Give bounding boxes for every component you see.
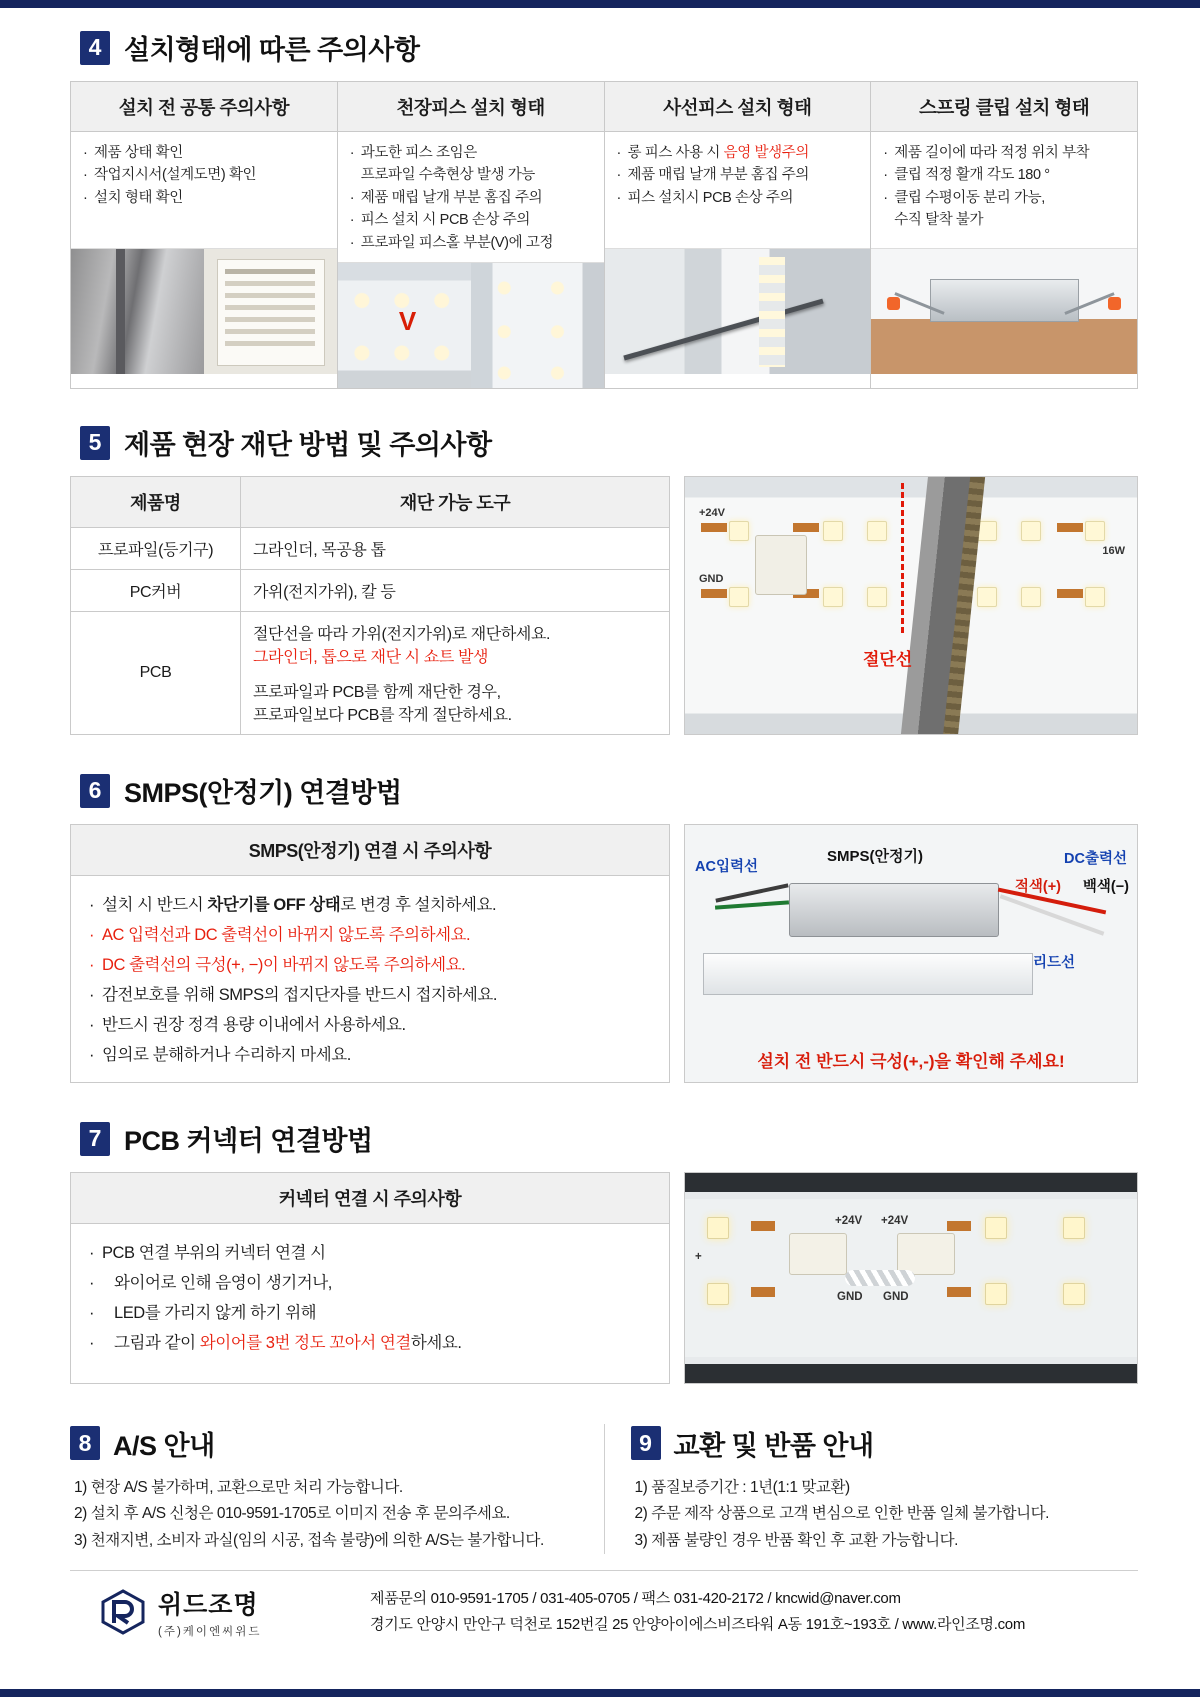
list-item: · 제품 매립 날개 부분 홈집 주의	[617, 164, 861, 186]
section-6-number: 6	[80, 774, 110, 808]
cell-tools-profile: 그라인더, 목공용 톱	[241, 528, 670, 570]
section-9	[604, 1424, 1139, 1555]
clip-tip-left	[887, 297, 900, 310]
smps-cautions-panel	[70, 824, 670, 1083]
emphasis-twist-wire: 와이어를 3번 정도 꼬아서 연결	[199, 1334, 411, 1353]
install-card-diagonal-screw-photos	[605, 248, 871, 374]
install-card-spring-clip	[870, 81, 1138, 389]
section-4-heading	[80, 28, 1148, 67]
spacer	[253, 667, 657, 679]
connector-cautions-title: 커넥터 연결 시 주의사항	[71, 1173, 669, 1224]
aluminium-profile-shape	[930, 279, 1079, 322]
list-item-warning-text: 음영 발생주의	[723, 145, 809, 161]
install-card-spring-clip-body	[871, 132, 1137, 248]
list-item: 3) 천재지변, 소비자 과실(임의 시공, 접속 불량)에 의한 A/S는 불가합니다.	[74, 1531, 544, 1549]
list-item: · 롱 피스 사용 시 음영 발생주의	[617, 142, 861, 164]
photo-work-order-document	[204, 249, 337, 374]
cell-tools-pcb	[241, 612, 670, 735]
section-6-heading	[80, 771, 1148, 810]
cutting-tools-table	[70, 476, 670, 735]
list-item: 2) 주문 제작 상품으로 고객 변심으로 인한 반품 일체 불가합니다.	[634, 1505, 1050, 1523]
cell-tools-pccover: 가위(전지가위), 칼 등	[241, 570, 670, 612]
smps-section	[70, 824, 1138, 1083]
clip-tip-right	[1108, 297, 1121, 310]
pcb-label-24v: +24V	[699, 507, 725, 520]
list-item: · 반드시 권장 정격 용량 이내에서 사용하세요.	[89, 1010, 651, 1040]
connector-cautions-panel	[70, 1172, 670, 1383]
section-4-title: 설치형태에 따른 주의사항	[124, 35, 420, 65]
list-item: 2) 설치 후 A/S 신청은 010-9591-1705로 이미지 전송 후 문의주세요.	[74, 1505, 510, 1523]
section-8	[70, 1424, 578, 1555]
twisted-wire-shape	[845, 1270, 915, 1286]
list-item: · 설치 형태 확인	[83, 187, 327, 209]
column-header-product: 제품명	[71, 477, 241, 528]
label-24v-right: +24V	[881, 1214, 909, 1227]
section-7-title: PCB 커넥터 연결방법	[124, 1126, 373, 1157]
section-9-list	[631, 1475, 1139, 1555]
list-item: · 클립 적정 활개 각도 180 °	[883, 164, 1127, 186]
list-item: · 제품 길이에 따라 적정 위치 부착	[883, 142, 1127, 164]
label-24v-left: +24V	[835, 1214, 863, 1227]
section-4-number: 4	[80, 31, 110, 65]
list-item: · 과도한 피스 조임은	[350, 142, 594, 164]
list-item: · 설치 시 반드시 차단기를 OFF 상태로 변경 후 설치하세요.	[89, 890, 651, 920]
table-row	[71, 528, 670, 570]
company-logo	[70, 1585, 370, 1639]
list-item: · 제품 상태 확인	[83, 142, 327, 164]
section-9-heading	[631, 1424, 1139, 1463]
table-header-row	[71, 477, 670, 528]
label-gnd-right: GND	[883, 1290, 909, 1303]
connector-section	[70, 1172, 1138, 1383]
label-red-positive: 적색(+)	[1014, 879, 1061, 896]
footer-contact	[370, 1586, 1025, 1639]
cut-line-label: 절단선	[863, 650, 913, 670]
connector-housing-left	[789, 1233, 847, 1275]
pcb-tool-line-4: 프로파일보다 PCB를 작게 절단하세요.	[253, 707, 512, 725]
section-8-number: 8	[70, 1426, 100, 1460]
photo-pcb-cutting	[684, 476, 1138, 735]
install-card-common-title: 설치 전 공통 주의사항	[71, 82, 337, 132]
install-card-common	[70, 81, 338, 389]
pcb-strip-shape	[685, 1199, 1137, 1358]
photo-led-bar-screw-detail	[471, 263, 604, 388]
cell-product-profile: 프로파일(등기구)	[71, 528, 241, 570]
list-item: · 피스 설치시 PCB 손상 주의	[617, 187, 861, 209]
cutting-section	[70, 476, 1138, 735]
install-card-ceiling-screw-body	[338, 132, 604, 262]
footer-contact-line-2: 경기도 안양시 만안구 덕천로 152번길 25 안양아이에스비즈타워 A동 191호~193호 / www.라인조명.com	[370, 1616, 1026, 1634]
smps-cautions-body	[71, 876, 669, 1082]
list-item: 1) 현장 A/S 불가하며, 교환으로만 처리 가능합니다.	[74, 1478, 403, 1496]
bottom-rule	[0, 1689, 1200, 1697]
section-7-heading	[80, 1119, 1148, 1158]
pcb-label-16w: 16W	[1102, 545, 1125, 558]
list-item-cont: · 그림과 같이 와이어를 3번 정도 꼬아서 연결하세요.	[89, 1328, 651, 1358]
column-header-tools: 재단 가능 도구	[241, 477, 670, 528]
logo-mark-icon	[100, 1589, 146, 1635]
photo-pcb-connector	[684, 1172, 1138, 1383]
section-9-number: 9	[631, 1426, 661, 1460]
connector-cautions-body	[71, 1224, 669, 1382]
install-card-spring-clip-title: 스프링 클립 설치 형태	[871, 82, 1137, 132]
ac-wire-black	[715, 884, 788, 903]
list-item-warning: 프로파일 수축현상 발생 가능	[360, 167, 535, 184]
pcb-tool-line-1: 절단선을 따라 가위(전지가위)로 재단하세요.	[253, 626, 551, 644]
section-5-title: 제품 현장 재단 방법 및 주의사항	[124, 430, 492, 461]
label-white-negative: 백색(−)	[1082, 879, 1129, 896]
photo-smps-wiring	[684, 824, 1138, 1083]
install-card-diagonal-screw-body	[605, 132, 871, 248]
smps-device-shape	[789, 883, 999, 937]
photo-ceiling-site	[71, 249, 204, 374]
list-item: · 클립 수평이동 분리 가능,	[883, 187, 1127, 209]
list-item: · 프로파일 피스홀 부분(V)에 고정	[350, 232, 594, 254]
company-name: (주)케이엔씨위드	[158, 1626, 262, 1639]
photo-led-bar-screwhole	[338, 263, 471, 388]
list-item: 수직 탈착 불가	[894, 212, 984, 229]
smps-cautions-title: SMPS(안정기) 연결 시 주의사항	[71, 825, 669, 876]
install-card-diagonal-screw-title: 사선피스 설치 형태	[605, 82, 871, 132]
install-card-common-photos	[71, 248, 337, 374]
list-item: · 피스 설치 시 PCB 손상 주의	[350, 209, 594, 231]
section-5-number: 5	[80, 426, 110, 460]
emphasis-breaker-off: 차단기를 OFF 상태	[207, 896, 341, 915]
list-item: 3) 제품 불량인 경우 반품 확인 후 교환 가능합니다.	[634, 1531, 959, 1549]
section-7-number: 7	[80, 1122, 110, 1156]
photo-spring-clip-install	[871, 249, 1137, 374]
smps-device-label: SMPS(안정기)	[827, 848, 923, 866]
list-item: · 임의로 분해하거나 수리하지 마세요.	[89, 1040, 651, 1070]
list-item: · PCB 연결 부위의 커넥터 연결 시	[89, 1238, 651, 1268]
list-item: · 작업지시서(설계도면) 확인	[83, 164, 327, 186]
label-plus: +	[695, 1250, 702, 1263]
list-item-warning: · DC 출력선의 극성(+, −)이 바뀌지 않도록 주의하세요.	[89, 950, 651, 980]
logo-text	[158, 1585, 261, 1639]
section-6-title: SMPS(안정기) 연결방법	[124, 778, 402, 809]
cell-product-pccover: PC커버	[71, 570, 241, 612]
install-type-cards	[70, 81, 1138, 389]
install-card-spring-clip-photos	[871, 248, 1137, 374]
list-item: · 제품 매립 날개 부분 홈집 주의	[350, 187, 594, 209]
label-lead-wire: 리드선	[1032, 955, 1075, 972]
table-row	[71, 612, 670, 735]
bottom-sections	[70, 1424, 1138, 1555]
connector-housing-right	[897, 1233, 955, 1275]
list-item-cont: · LED를 가리지 않게 하기 위해	[89, 1298, 651, 1328]
section-8-title: A/S 안내	[113, 1430, 215, 1461]
label-dc-output: DC출력선	[1064, 851, 1127, 868]
led-bar-shape	[703, 953, 1033, 995]
label-gnd-left: GND	[837, 1290, 863, 1303]
table-row	[71, 570, 670, 612]
cell-product-pcb: PCB	[71, 612, 241, 735]
brand-name: 위드조명	[158, 1591, 259, 1620]
smps-polarity-warning: 설치 전 반드시 극성(+,-)을 확인해 주세요!	[757, 1052, 1065, 1072]
list-item: 1) 품질보증기간 : 1년(1:1 맞교환)	[634, 1478, 850, 1496]
pcb-tool-line-3: 프로파일과 PCB를 함께 재단한 경우,	[253, 684, 501, 702]
pcb-label-gnd: GND	[699, 573, 724, 586]
section-8-list	[70, 1475, 578, 1555]
pcb-connector-shape	[755, 535, 807, 595]
install-card-common-body	[71, 132, 337, 248]
photo-diagonal-screw-install	[605, 249, 871, 374]
list-item-cont: · 와이어로 인해 음영이 생기거나,	[89, 1268, 651, 1298]
list-item-warning: · AC 입력선과 DC 출력선이 바뀌지 않도록 주의하세요.	[89, 920, 651, 950]
v-mark-icon: V	[398, 305, 417, 336]
pcb-tool-line-2-warning: 그라인더, 톱으로 재단 시 쇼트 발생	[253, 649, 489, 667]
list-item: · 감전보호를 위해 SMPS의 접지단자를 반드시 접지하세요.	[89, 980, 651, 1010]
ac-wire-green	[715, 901, 789, 910]
install-card-ceiling-screw-title: 천장피스 설치 형태	[338, 82, 604, 132]
cut-line-marker	[901, 483, 904, 633]
footer-contact-line-1: 제품문의 010-9591-1705 / 031-405-0705 / 팩스 031-420-2172 / kncwid@naver.com	[370, 1590, 901, 1608]
section-5-heading	[80, 423, 1148, 462]
section-8-heading	[70, 1424, 578, 1463]
install-card-ceiling-screw-photos	[338, 262, 604, 388]
section-9-title: 교환 및 반품 안내	[673, 1430, 874, 1461]
install-card-ceiling-screw	[337, 81, 605, 389]
footer	[70, 1570, 1138, 1639]
install-card-diagonal-screw	[604, 81, 872, 389]
label-ac-input: AC입력선	[695, 859, 758, 876]
